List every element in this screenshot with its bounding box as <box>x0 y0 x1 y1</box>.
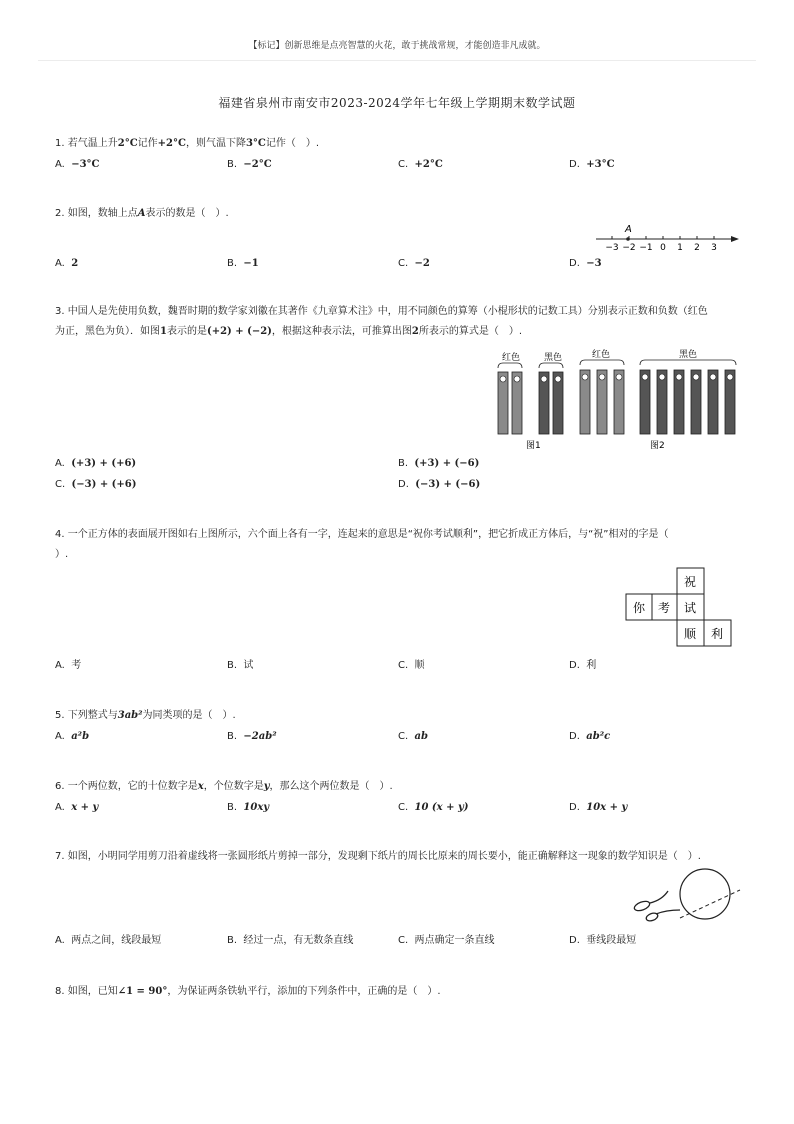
stem-text: ，那么这个两位数是（ ）. <box>269 781 393 792</box>
stem-text: ，则气温下降 <box>185 138 246 149</box>
caption-figure-2: 图2 <box>650 441 665 451</box>
number-line-tick-label: 3 <box>711 243 717 252</box>
counting-rod-black-head <box>541 376 547 382</box>
question-2 <box>55 204 759 224</box>
question-6 <box>55 777 759 797</box>
question-6-stem <box>55 777 759 797</box>
option-a[interactable]: A. a²b <box>55 731 90 742</box>
option-d[interactable]: D. 垂线段最短 <box>569 935 637 946</box>
question-number: 6. <box>55 781 65 792</box>
counting-rods-figure <box>492 346 742 454</box>
option-b[interactable]: B. (+3) + (−6) <box>398 458 480 469</box>
stem-text: 为同类项的是（ ）. <box>142 710 236 721</box>
cut-dashed-line <box>680 890 740 918</box>
option-b[interactable]: B. −2ab² <box>227 731 277 742</box>
option-d[interactable]: D. ab²c <box>569 731 611 742</box>
bracket <box>498 363 522 368</box>
page-banner: 【标记】创新思维是点亮智慧的火花，敢于挑战常规，才能创造非凡成就。 <box>248 41 546 51</box>
scissors-icon <box>633 891 680 922</box>
stem-text: ，为保证两条铁轨平行，添加的下列条件中，正确的是（ ）. <box>167 986 441 997</box>
question-2-stem <box>55 204 759 224</box>
number-line-tick-label: −1 <box>639 243 653 252</box>
number-line-tick-label: 1 <box>677 243 683 252</box>
question-4-stem-line1 <box>55 525 759 545</box>
option-c[interactable]: C. −2 <box>398 258 430 269</box>
option-b[interactable]: B. 10xy <box>227 802 270 813</box>
stem-math: 2 <box>411 326 419 337</box>
question-3-stem-line2 <box>55 322 759 342</box>
question-5-stem <box>55 706 759 726</box>
bracket <box>640 360 736 365</box>
label-black: 黑色 <box>544 353 563 363</box>
question-3 <box>55 302 759 342</box>
option-c[interactable]: C. +2°C <box>398 159 443 170</box>
option-d[interactable]: D. 利 <box>569 660 597 671</box>
question-8 <box>55 982 759 1002</box>
option-c[interactable]: C. 两点确定一条直线 <box>398 935 495 946</box>
counting-rod-black-head <box>676 374 682 380</box>
question-7-stem <box>55 847 759 867</box>
caption-figure-1: 图1 <box>526 441 541 451</box>
question-4 <box>55 525 759 565</box>
option-c[interactable]: C. 顺 <box>398 660 425 671</box>
cell-text: 试 <box>683 601 697 615</box>
stem-text: 表示的数是（ ）. <box>145 208 229 219</box>
banner-divider <box>38 60 756 61</box>
option-a[interactable]: A. 2 <box>55 258 79 269</box>
stem-text: 记作 <box>137 138 158 149</box>
counting-rod-black-head <box>710 374 716 380</box>
counting-rod-red-head <box>599 374 605 380</box>
option-b[interactable]: B. 试 <box>227 660 254 671</box>
stem-text: ，根据这种表示法，可推算出图 <box>271 326 412 337</box>
stem-math: x <box>197 781 204 792</box>
question-1-stem <box>55 134 759 154</box>
question-number: 4. <box>55 529 65 540</box>
question-number: 7. <box>55 851 65 862</box>
option-a[interactable]: A. 两点之间，线段最短 <box>55 935 162 946</box>
stem-text: 为正，黑色为负）．如图 <box>55 326 160 337</box>
question-number: 3. <box>55 306 65 317</box>
stem-math: 3ab² <box>117 710 143 721</box>
cube-net-figure <box>624 566 734 650</box>
point-a-dot <box>626 237 630 241</box>
page-title: 福建省泉州市南安市2023-2024学年七年级上学期期末数学试题 <box>218 96 576 110</box>
question-8-stem <box>55 982 759 1002</box>
question-1 <box>55 134 759 154</box>
label-black: 黑色 <box>679 350 698 360</box>
option-d[interactable]: D. −3 <box>569 258 602 269</box>
stem-math: +2°C <box>157 138 186 149</box>
counting-rod-red-head <box>616 374 622 380</box>
stem-math: ∠1 = 90° <box>117 986 168 997</box>
question-number: 5. <box>55 710 65 721</box>
number-line-figure <box>594 222 744 252</box>
cell-text: 考 <box>657 601 671 615</box>
counting-rod-black-head <box>555 376 561 382</box>
cell-text: 祝 <box>683 575 697 589</box>
point-a-label: A <box>625 224 632 235</box>
option-c[interactable]: C. (−3) + (+6) <box>55 479 137 490</box>
question-4-stem-line2: ）. <box>55 549 69 560</box>
option-b[interactable]: B. −1 <box>227 258 259 269</box>
option-d[interactable]: D. 10x + y <box>569 802 628 813</box>
stem-math: 2°C <box>117 138 138 149</box>
option-b[interactable]: B. −2°C <box>227 159 272 170</box>
option-a[interactable]: A. (+3) + (+6) <box>55 458 137 469</box>
counting-rod-black-head <box>642 374 648 380</box>
option-b[interactable]: B. 经过一点，有无数条直线 <box>227 935 354 946</box>
question-7 <box>55 847 759 867</box>
number-line-tick-label: −2 <box>622 243 636 252</box>
counting-rod-black-head <box>659 374 665 380</box>
bracket <box>580 360 624 365</box>
bracket <box>539 363 563 368</box>
scissors-circle-figure <box>628 866 744 928</box>
stem-math: 3°C <box>245 138 266 149</box>
cell-text: 顺 <box>683 627 697 641</box>
stem-math: A <box>137 208 146 219</box>
stem-text: 若气温上升 <box>67 138 118 149</box>
number-line-tick-label: 2 <box>694 243 700 252</box>
stem-text: 所表示的算式是（ ）. <box>418 326 523 337</box>
stem-text: 一个正方体的表面展开图如右上图所示，六个面上各有一字，连起来的意思是“祝你考试顺利”，把它折成正方体后，与“祝”相对的字是（ <box>67 529 669 540</box>
stem-text: 如图，已知 <box>67 986 118 997</box>
question-3-stem-line1 <box>55 302 759 322</box>
stem-text: 如图，小明同学用剪刀沿着虚线将一张圆形纸片剪掉一部分，发现剩下纸片的周长比原来的周长要小，能正确解释这一现象的数学知识是（ ）. <box>67 851 701 862</box>
option-a[interactable]: A. x + y <box>55 802 99 813</box>
stem-math: 1 <box>160 326 167 337</box>
question-number: 8. <box>55 986 65 997</box>
number-line-tick-label: 0 <box>660 243 666 252</box>
counting-rod-red-head <box>500 376 506 382</box>
stem-text: 一个两位数，它的十位数字是 <box>67 781 198 792</box>
number-line-tick-label: −3 <box>605 243 619 252</box>
counting-rod-black-head <box>693 374 699 380</box>
stem-text: 表示的是 <box>166 326 207 337</box>
paper-circle <box>680 869 730 919</box>
option-a[interactable]: A. 考 <box>55 660 82 671</box>
option-d[interactable]: D. +3°C <box>569 159 615 170</box>
stem-text: 下列整式与 <box>67 710 118 721</box>
question-number: 1. <box>55 138 65 149</box>
label-red: 红色 <box>502 353 521 363</box>
stem-math: (+2) + (−2) <box>206 326 272 337</box>
question-5 <box>55 706 759 726</box>
option-d[interactable]: D. (−3) + (−6) <box>398 479 481 490</box>
stem-text: 中国人是先使用负数，魏晋时期的数学家刘徽在其著作《九章算术注》中，用不同颜色的算筹（小棍形状的记数工具）分别表示正数和负数（红色 <box>67 306 708 317</box>
stem-math: y <box>263 781 270 792</box>
option-c[interactable]: C. 10 (x + y) <box>398 802 469 813</box>
stem-text: 如图，数轴上点 <box>67 208 138 219</box>
label-red: 红色 <box>592 350 611 360</box>
arrow-right-icon <box>731 236 739 242</box>
cell-text: 你 <box>632 601 646 615</box>
counting-rod-black-head <box>727 374 733 380</box>
counting-rod-red-head <box>514 376 520 382</box>
cell-text: 利 <box>710 627 724 641</box>
option-a[interactable]: A. −3°C <box>55 159 100 170</box>
stem-text: ，个位数字是 <box>203 781 264 792</box>
option-c[interactable]: C. ab <box>398 731 429 742</box>
stem-text: 记作（ ）. <box>265 138 320 149</box>
question-number: 2. <box>55 208 65 219</box>
counting-rod-red-head <box>582 374 588 380</box>
